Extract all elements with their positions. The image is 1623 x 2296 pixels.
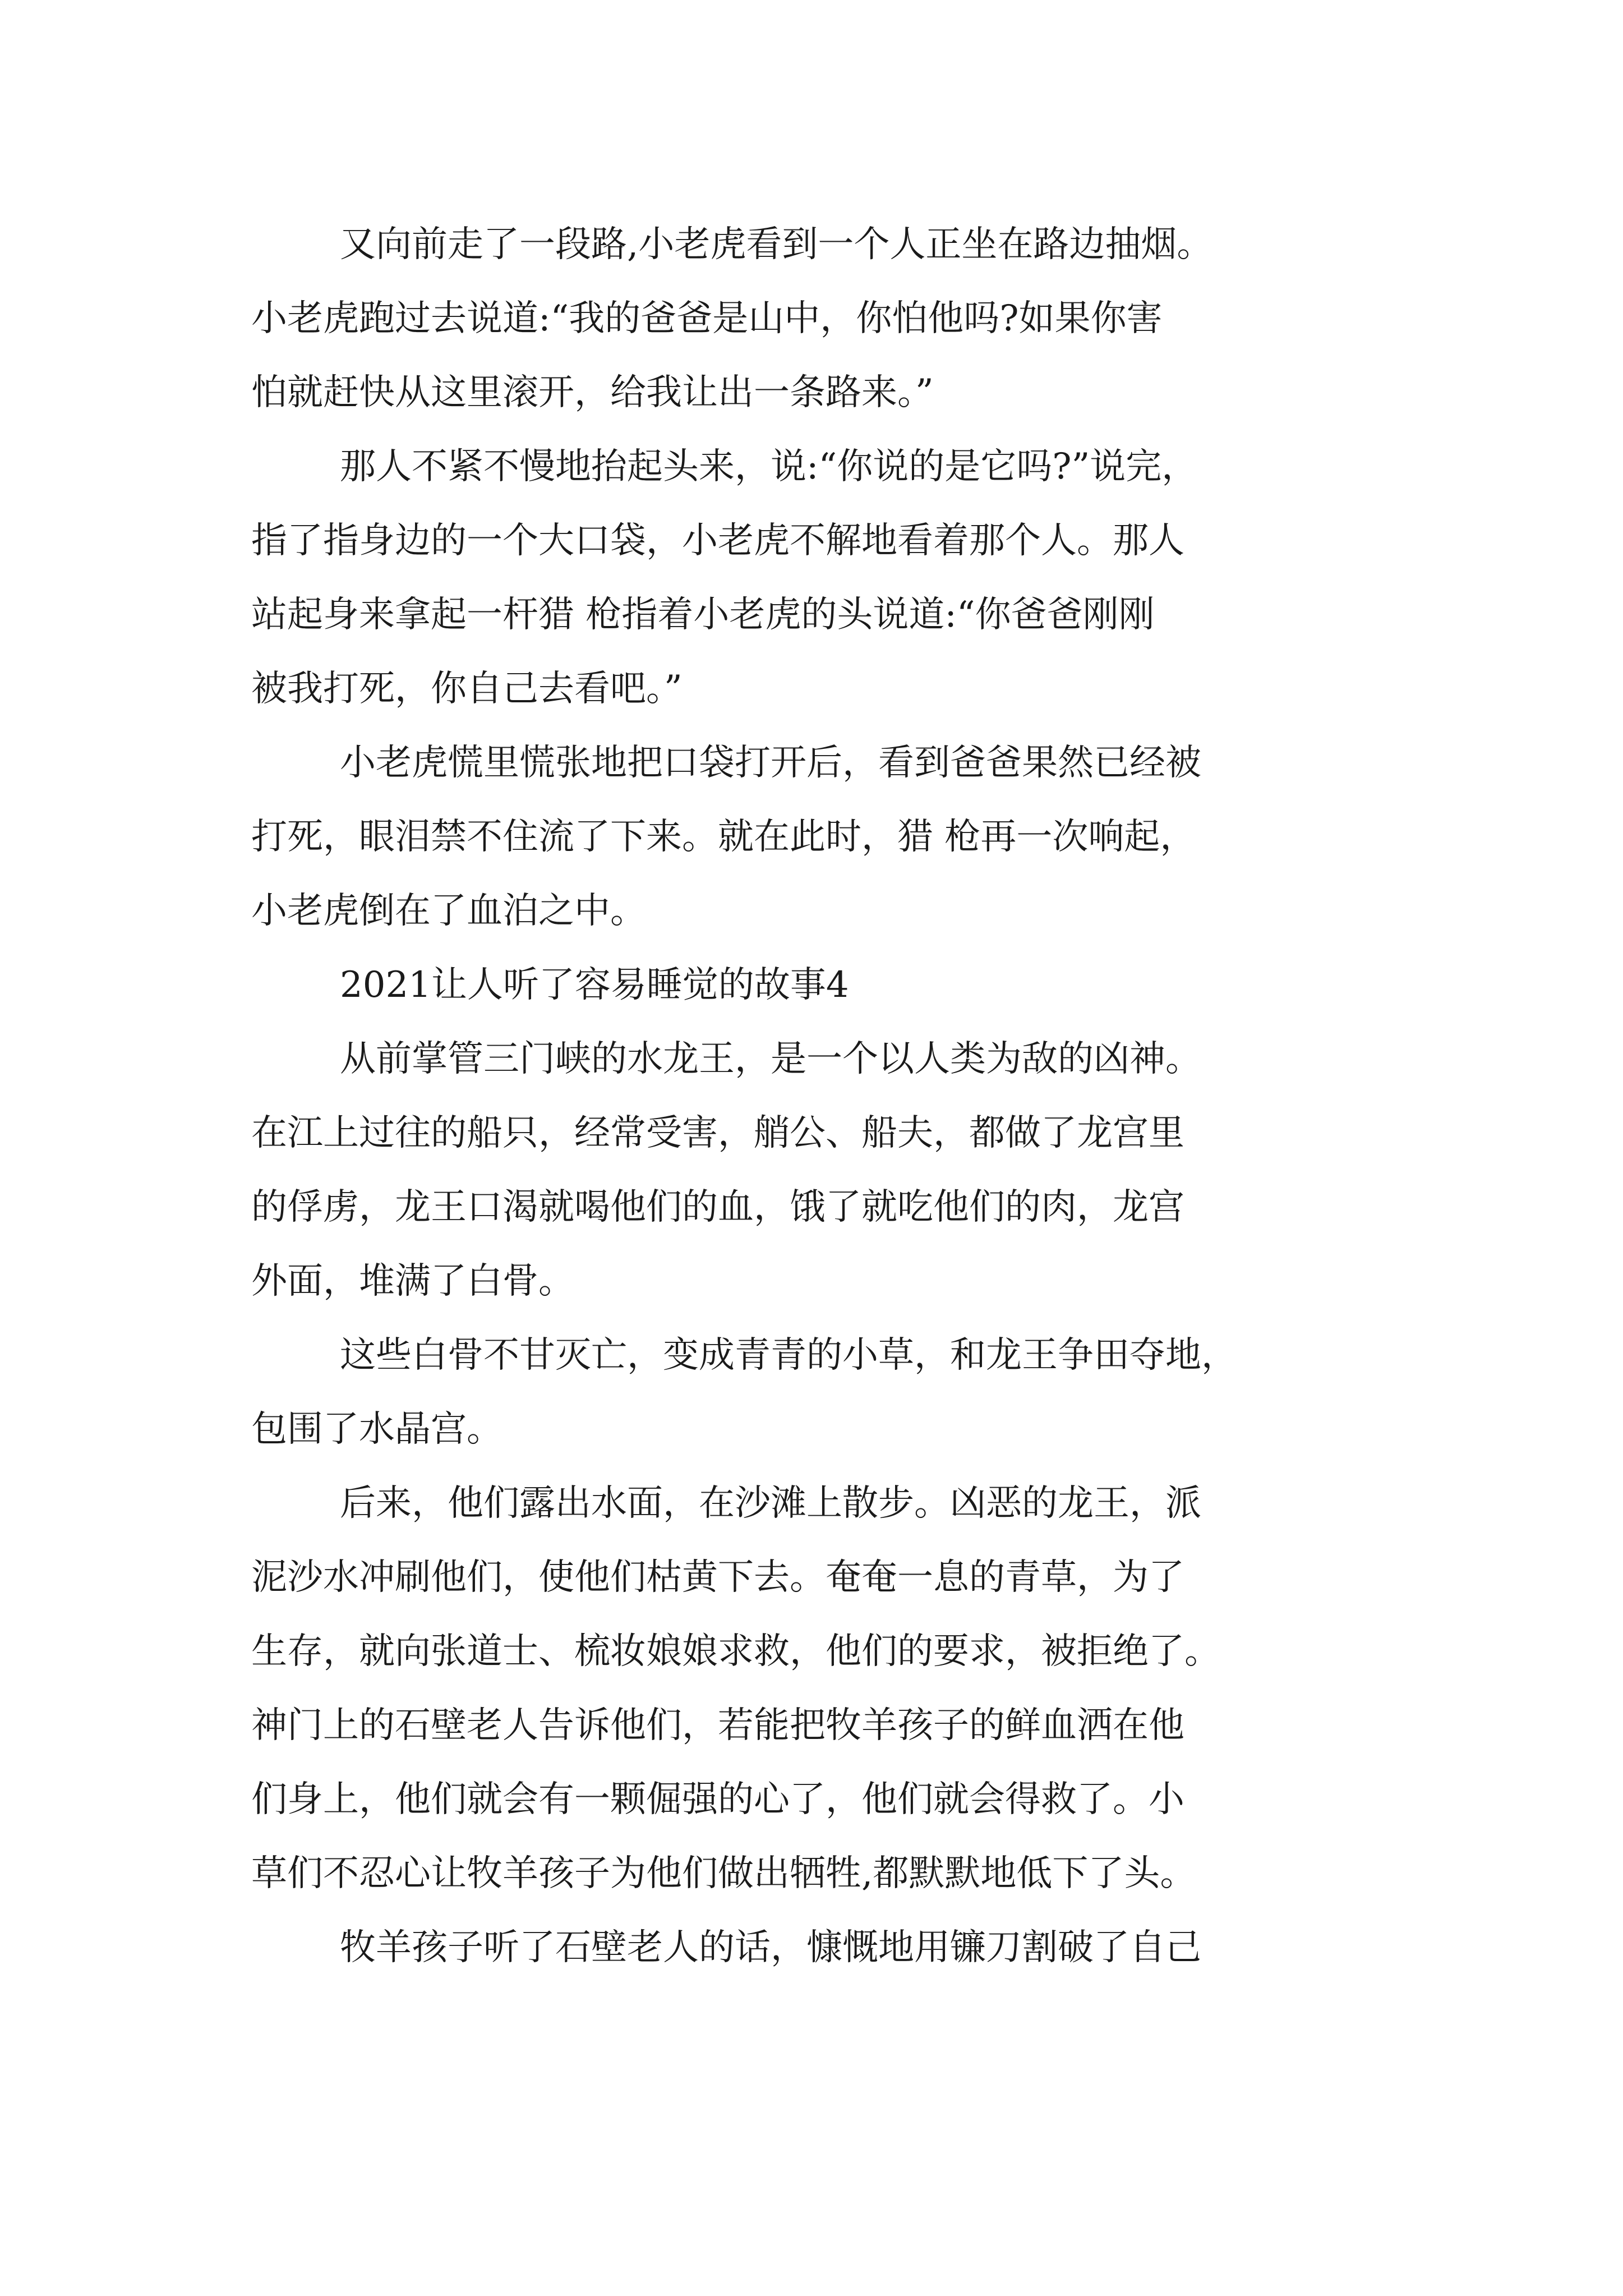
- paragraph-line: 生存，就向张道士、梳妆娘娘求救，他们的要求，被拒绝了。: [251, 1631, 1220, 1672]
- paragraph-line: 这些白骨不甘灭亡，变成青青的小草，和龙王争田夺地，: [340, 1335, 1237, 1376]
- paragraph-line: 站起身来拿起一杆猎 枪指着小老虎的头说道:“你爸爸刚刚: [251, 594, 1155, 636]
- paragraph-line: 小老虎跑过去说道:“我的爸爸是山中，你怕他吗?如果你害: [251, 298, 1163, 339]
- paragraph-line: 们身上，他们就会有一颗倔强的心了，他们就会得救了。小: [251, 1779, 1184, 1820]
- paragraph-line: 草们不忍心让牧羊孩子为他们做出牺牲,都默默地低下了头。: [251, 1853, 1196, 1894]
- paragraph-line: 小老虎倒在了血泊之中。: [251, 890, 646, 932]
- paragraph-line: 指了指身边的一个大口袋，小老虎不解地看着那个人。那人: [251, 520, 1184, 562]
- paragraph-line: 后来，他们露出水面，在沙滩上散步。凶恶的龙王，派: [340, 1483, 1201, 1524]
- paragraph-line: 打死，眼泪禁不住流了下来。就在此时，猎 枪再一次响起，: [251, 816, 1196, 858]
- paragraph-line: 牧羊孩子听了石壁老人的话，慷慨地用镰刀割破了自己: [340, 1927, 1201, 1968]
- paragraph-line: 在江上过往的船只，经常受害，艄公、船夫，都做了龙宫里: [251, 1112, 1184, 1154]
- paragraph-line: 那人不紧不慢地抬起头来，说:“你说的是它吗?”说完，: [340, 446, 1198, 487]
- paragraph-line: 小老虎慌里慌张地把口袋打开后，看到爸爸果然已经被: [340, 742, 1201, 784]
- paragraph-line: 的俘虏，龙王口渴就喝他们的血，饿了就吃他们的肉，龙宫: [251, 1186, 1184, 1228]
- section-heading: 2021让人听了容易睡觉的故事4: [340, 964, 849, 1006]
- paragraph-line: 包围了水晶宫。: [251, 1409, 502, 1450]
- paragraph-line: 外面，堆满了白骨。: [251, 1260, 574, 1302]
- paragraph-line: 从前掌管三门峡的水龙王，是一个以人类为敌的凶神。: [340, 1038, 1201, 1080]
- paragraph-line: 神门上的石壁老人告诉他们，若能把牧羊孩子的鲜血洒在他: [251, 1705, 1184, 1746]
- paragraph-line: 被我打死，你自己去看吧。”: [251, 668, 683, 710]
- paragraph-line: 怕就赶快从这里滚开，给我让出一条路来。”: [251, 372, 934, 413]
- paragraph-line: 泥沙水冲刷他们，使他们枯黄下去。奄奄一息的青草，为了: [251, 1557, 1184, 1598]
- paragraph-line: 又向前走了一段路,小老虎看到一个人正坐在路边抽烟。: [340, 224, 1213, 265]
